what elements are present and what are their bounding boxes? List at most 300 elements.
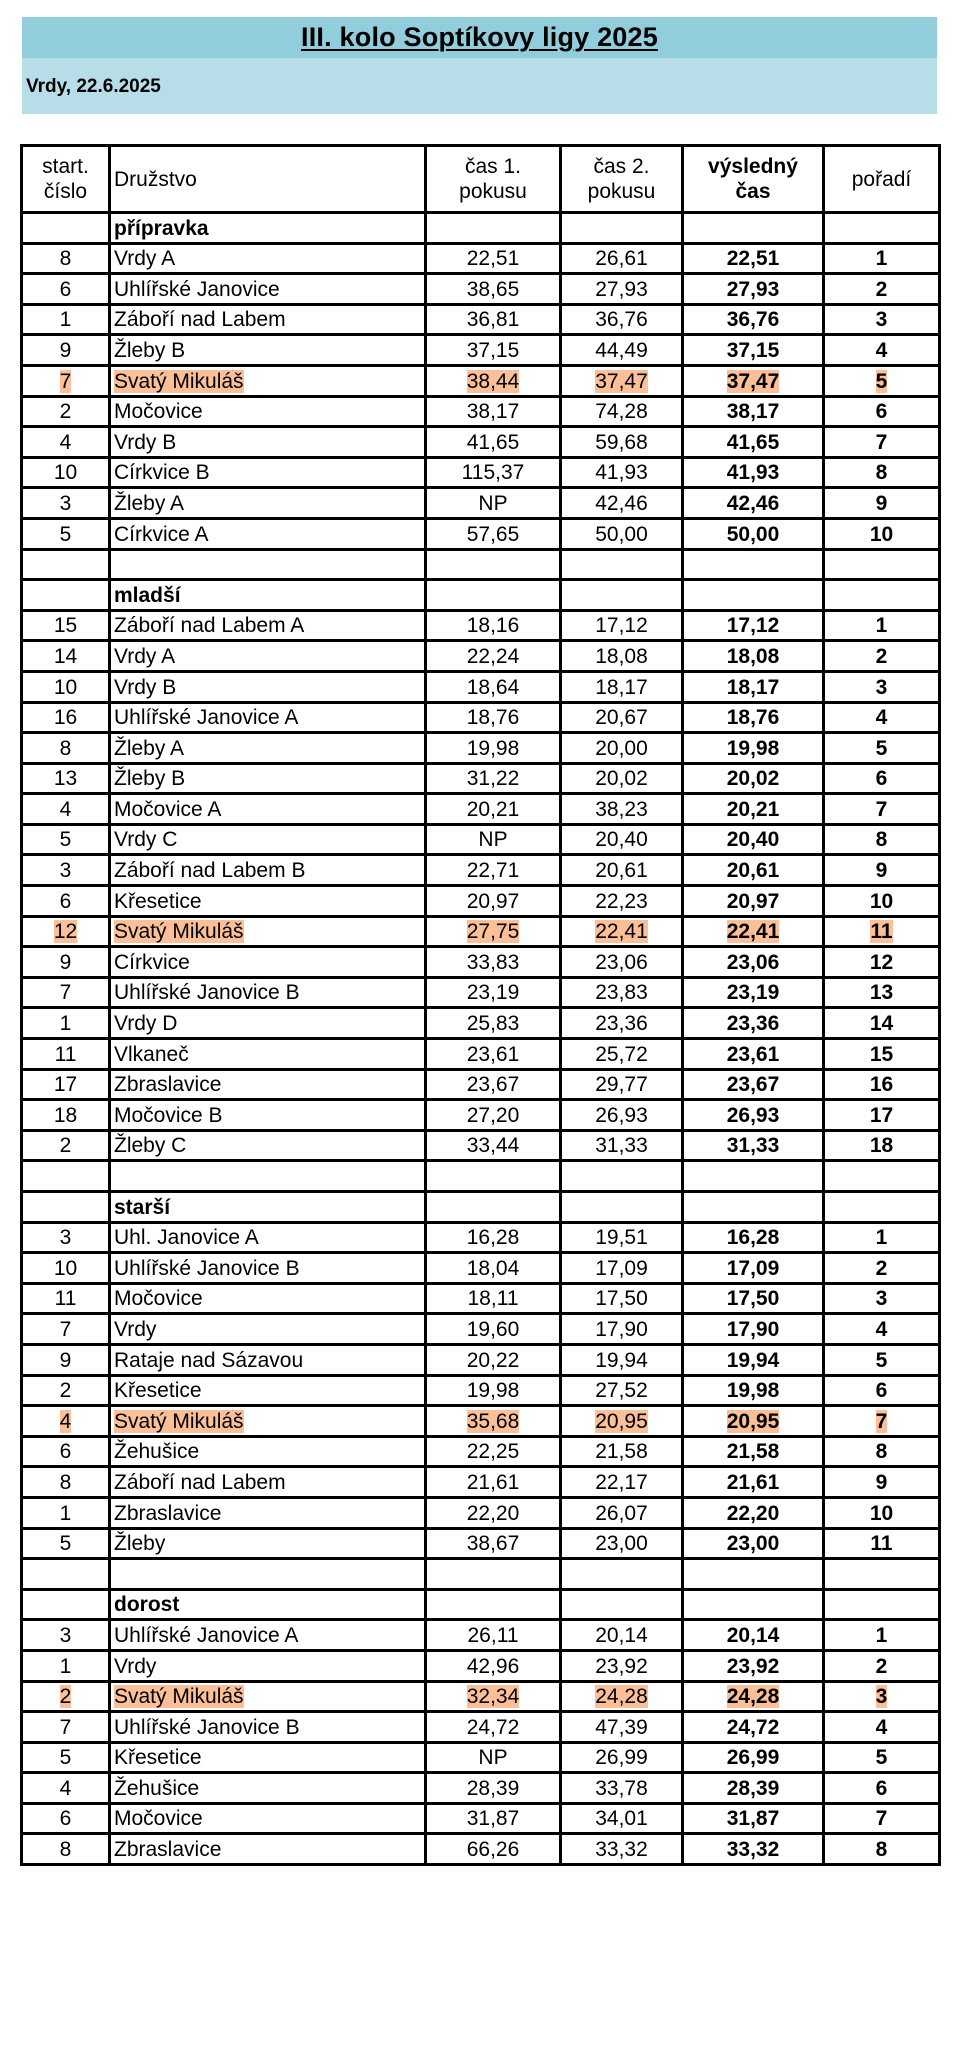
attempt-1-cell bbox=[426, 794, 561, 825]
team-name-cell bbox=[110, 1406, 426, 1437]
attempt-2-cell bbox=[561, 702, 683, 733]
rank-value: 6 bbox=[875, 400, 888, 424]
attempt-2-cell bbox=[561, 1283, 683, 1314]
attempt-1-cell bbox=[426, 1834, 561, 1865]
attempt-1-value: 22,25 bbox=[466, 1440, 520, 1464]
empty-cell bbox=[824, 1559, 940, 1590]
table-row bbox=[22, 763, 940, 794]
team-name-cell bbox=[110, 702, 426, 733]
rank-value: 6 bbox=[875, 1379, 888, 1403]
rank-value: 15 bbox=[869, 1042, 894, 1066]
start-number-cell bbox=[22, 1039, 110, 1070]
empty-cell bbox=[824, 549, 940, 580]
attempt-2-value: 26,07 bbox=[595, 1501, 648, 1525]
start-number-value: 15 bbox=[53, 614, 78, 638]
start-number-cell bbox=[22, 1681, 110, 1712]
attempt-1-value: 38,67 bbox=[466, 1532, 520, 1556]
final-time-value: 23,67 bbox=[726, 1073, 780, 1097]
attempt-1-cell bbox=[426, 1681, 561, 1712]
empty-cell bbox=[22, 213, 110, 244]
rank-cell bbox=[824, 1406, 940, 1437]
attempt-2-cell bbox=[561, 488, 683, 519]
empty-cell bbox=[561, 1161, 683, 1192]
final-time-value: 18,17 bbox=[726, 675, 780, 699]
empty-cell bbox=[426, 549, 561, 580]
final-time-cell bbox=[683, 1650, 824, 1681]
attempt-1-cell bbox=[426, 1742, 561, 1773]
empty-cell bbox=[561, 1559, 683, 1590]
final-time-value: 21,61 bbox=[726, 1470, 780, 1494]
empty-cell bbox=[426, 1161, 561, 1192]
final-time-value: 42,46 bbox=[726, 491, 780, 515]
attempt-2-value: 23,00 bbox=[595, 1532, 648, 1556]
rank-cell bbox=[824, 1436, 940, 1467]
attempt-1-value: 41,65 bbox=[466, 430, 520, 454]
final-time-value: 41,65 bbox=[726, 430, 780, 454]
team-name-cell bbox=[110, 916, 426, 947]
section-header-row bbox=[22, 1192, 940, 1223]
attempt-1-cell bbox=[426, 1222, 561, 1253]
attempt-1-value: 57,65 bbox=[466, 522, 520, 546]
rank-value: 8 bbox=[875, 1440, 888, 1464]
team-name-cell bbox=[110, 274, 426, 305]
final-time-cell bbox=[683, 1467, 824, 1498]
attempt-1-cell bbox=[426, 304, 561, 335]
team-name-cell bbox=[110, 243, 426, 274]
final-time-value: 24,72 bbox=[726, 1715, 780, 1739]
attempt-1-cell bbox=[426, 396, 561, 427]
attempt-2-value: 22,17 bbox=[595, 1470, 648, 1494]
team-name-cell bbox=[110, 427, 426, 458]
final-time-cell bbox=[683, 1803, 824, 1834]
attempt-2-cell bbox=[561, 1834, 683, 1865]
attempt-1-value: 16,28 bbox=[466, 1226, 520, 1250]
final-time-value: 17,12 bbox=[726, 614, 780, 638]
rank-value: 8 bbox=[875, 461, 888, 485]
attempt-2-value: 34,01 bbox=[595, 1807, 648, 1831]
table-row bbox=[22, 824, 940, 855]
attempt-2-value: 26,93 bbox=[595, 1103, 648, 1127]
attempt-1-cell bbox=[426, 1773, 561, 1804]
team-name-value: Uhlířské Janovice bbox=[114, 277, 280, 301]
table-row bbox=[22, 733, 940, 764]
team-name-value: Vrdy B bbox=[114, 430, 177, 454]
attempt-2-cell bbox=[561, 610, 683, 641]
attempt-2-value: 38,23 bbox=[595, 797, 648, 821]
final-time-value: 16,28 bbox=[726, 1226, 780, 1250]
column-header-text: čas bbox=[735, 180, 771, 203]
empty-cell bbox=[22, 1192, 110, 1223]
attempt-1-cell bbox=[426, 1069, 561, 1100]
final-time-cell bbox=[683, 733, 824, 764]
attempt-1-value: 18,11 bbox=[467, 1287, 519, 1311]
column-header-text: výsledný bbox=[708, 155, 798, 178]
attempt-2-value: 20,67 bbox=[595, 706, 648, 730]
team-name-value: Uhlířské Janovice A bbox=[114, 1623, 299, 1647]
attempt-1-value: 24,72 bbox=[466, 1715, 520, 1739]
rank-cell bbox=[824, 1130, 940, 1161]
team-name-cell bbox=[110, 365, 426, 396]
rank-cell bbox=[824, 855, 940, 886]
start-number-cell bbox=[22, 1712, 110, 1743]
team-name-cell bbox=[110, 1497, 426, 1528]
results-body bbox=[22, 213, 940, 1865]
empty-cell bbox=[110, 549, 426, 580]
attempt-1-value: 18,16 bbox=[466, 614, 520, 638]
final-time-value: 23,36 bbox=[726, 1012, 780, 1036]
final-time-cell bbox=[683, 427, 824, 458]
attempt-2-cell bbox=[561, 824, 683, 855]
section-header-row bbox=[22, 1589, 940, 1620]
start-number-value: 18 bbox=[53, 1103, 78, 1127]
team-name-cell bbox=[110, 1100, 426, 1131]
final-time-cell bbox=[683, 1742, 824, 1773]
attempt-1-value: 35,68 bbox=[466, 1409, 520, 1433]
start-number-value: 6 bbox=[59, 1440, 72, 1464]
attempt-1-cell bbox=[426, 1253, 561, 1284]
attempt-2-cell bbox=[561, 733, 683, 764]
start-number-cell bbox=[22, 1742, 110, 1773]
attempt-2-cell bbox=[561, 274, 683, 305]
final-time-cell bbox=[683, 947, 824, 978]
section-title: mladší bbox=[110, 580, 426, 611]
rank-value: 17 bbox=[869, 1103, 894, 1127]
start-number-cell bbox=[22, 1253, 110, 1284]
attempt-2-value: 17,09 bbox=[595, 1256, 648, 1280]
team-name-value: Vrdy bbox=[114, 1317, 157, 1341]
attempt-1-cell bbox=[426, 947, 561, 978]
final-time-value: 22,51 bbox=[726, 247, 780, 271]
team-name-value: Záboří nad Labem B bbox=[114, 859, 306, 883]
start-number-cell bbox=[22, 1222, 110, 1253]
attempt-2-cell bbox=[561, 1773, 683, 1804]
rank-cell bbox=[824, 396, 940, 427]
attempt-2-value: 24,28 bbox=[595, 1685, 648, 1709]
start-number-value: 11 bbox=[54, 1042, 77, 1066]
team-name-value: Močovice bbox=[114, 1287, 203, 1311]
empty-cell bbox=[561, 580, 683, 611]
attempt-1-value: 38,17 bbox=[466, 400, 520, 424]
final-time-value: 20,97 bbox=[726, 889, 780, 913]
rank-cell bbox=[824, 335, 940, 366]
table-row bbox=[22, 243, 940, 274]
rank-value: 10 bbox=[869, 889, 894, 913]
attempt-2-value: 26,99 bbox=[595, 1746, 648, 1770]
team-name-cell bbox=[110, 488, 426, 519]
spacer-row bbox=[22, 1559, 940, 1590]
team-name-value: Záboří nad Labem bbox=[114, 308, 286, 332]
final-time-cell bbox=[683, 1620, 824, 1651]
section-header-row bbox=[22, 580, 940, 611]
attempt-2-value: 50,00 bbox=[595, 522, 648, 546]
table-row bbox=[22, 1742, 940, 1773]
final-time-value: 33,32 bbox=[726, 1838, 780, 1862]
attempt-1-value: 38,65 bbox=[466, 277, 520, 301]
start-number-value: 7 bbox=[59, 981, 72, 1005]
rank-cell bbox=[824, 886, 940, 917]
attempt-2-cell bbox=[561, 1375, 683, 1406]
final-time-cell bbox=[683, 1253, 824, 1284]
empty-cell bbox=[824, 1192, 940, 1223]
team-name-cell bbox=[110, 1834, 426, 1865]
title-band bbox=[22, 17, 937, 58]
page-title: III. kolo Soptíkovy ligy 2025 bbox=[301, 22, 658, 52]
empty-cell bbox=[426, 1589, 561, 1620]
team-name-cell bbox=[110, 1620, 426, 1651]
start-number-value: 11 bbox=[54, 1287, 77, 1311]
start-number-cell bbox=[22, 1528, 110, 1559]
team-name-value: Vrdy C bbox=[114, 828, 178, 852]
team-name-cell bbox=[110, 1008, 426, 1039]
start-number-cell bbox=[22, 763, 110, 794]
rank-value: 1 bbox=[875, 1226, 888, 1250]
rank-value: 6 bbox=[875, 767, 888, 791]
final-time-cell bbox=[683, 1375, 824, 1406]
team-name-cell bbox=[110, 763, 426, 794]
empty-cell bbox=[561, 549, 683, 580]
attempt-1-cell bbox=[426, 610, 561, 641]
attempt-1-value: 33,44 bbox=[466, 1134, 520, 1158]
final-time-cell bbox=[683, 886, 824, 917]
empty-cell bbox=[22, 1161, 110, 1192]
rank-cell bbox=[824, 1069, 940, 1100]
table-row bbox=[22, 396, 940, 427]
team-name-cell bbox=[110, 335, 426, 366]
team-name-value: Svatý Mikuláš bbox=[114, 369, 244, 393]
rank-cell bbox=[824, 916, 940, 947]
start-number-value: 9 bbox=[59, 338, 72, 362]
final-time-value: 23,00 bbox=[726, 1532, 780, 1556]
final-time-cell bbox=[683, 1436, 824, 1467]
attempt-2-cell bbox=[561, 1803, 683, 1834]
team-name-cell bbox=[110, 977, 426, 1008]
start-number-value: 2 bbox=[59, 1379, 72, 1403]
attempt-1-cell bbox=[426, 274, 561, 305]
rank-cell bbox=[824, 1283, 940, 1314]
rank-cell bbox=[824, 947, 940, 978]
attempt-2-value: 25,72 bbox=[595, 1042, 648, 1066]
attempt-2-value: 59,68 bbox=[595, 430, 648, 454]
attempt-2-value: 41,93 bbox=[595, 461, 648, 485]
final-time-value: 37,15 bbox=[726, 338, 780, 362]
start-number-value: 2 bbox=[59, 400, 72, 424]
start-number-value: 7 bbox=[59, 369, 72, 393]
team-name-value: Žleby C bbox=[114, 1134, 187, 1158]
attempt-2-value: 23,06 bbox=[595, 950, 648, 974]
table-row bbox=[22, 1712, 940, 1743]
start-number-value: 2 bbox=[59, 1685, 72, 1709]
start-number-value: 8 bbox=[59, 736, 72, 760]
table-row bbox=[22, 457, 940, 488]
team-name-cell bbox=[110, 1742, 426, 1773]
team-name-value: Žleby B bbox=[114, 767, 186, 791]
final-time-value: 31,87 bbox=[726, 1807, 780, 1831]
team-name-value: Církvice bbox=[114, 950, 190, 974]
final-time-value: 20,61 bbox=[726, 859, 780, 883]
attempt-2-value: 17,50 bbox=[595, 1287, 648, 1311]
team-name-cell bbox=[110, 1528, 426, 1559]
rank-cell bbox=[824, 1497, 940, 1528]
attempt-2-cell bbox=[561, 1650, 683, 1681]
attempt-2-value: 44,49 bbox=[595, 338, 648, 362]
rank-cell bbox=[824, 1467, 940, 1498]
table-row bbox=[22, 641, 940, 672]
start-number-cell bbox=[22, 457, 110, 488]
final-time-value: 20,95 bbox=[726, 1409, 780, 1433]
attempt-1-cell bbox=[426, 702, 561, 733]
final-time-cell bbox=[683, 1712, 824, 1743]
rank-value: 5 bbox=[875, 1746, 888, 1770]
attempt-1-cell bbox=[426, 1467, 561, 1498]
team-name-cell bbox=[110, 518, 426, 549]
final-time-value: 22,41 bbox=[726, 920, 780, 944]
empty-cell bbox=[426, 1192, 561, 1223]
final-time-cell bbox=[683, 488, 824, 519]
start-number-value: 8 bbox=[59, 247, 72, 271]
attempt-2-cell bbox=[561, 1314, 683, 1345]
table-row bbox=[22, 304, 940, 335]
table-row bbox=[22, 1528, 940, 1559]
section-title: dorost bbox=[110, 1589, 426, 1620]
attempt-1-value: 19,98 bbox=[466, 1379, 520, 1403]
final-time-value: 26,93 bbox=[726, 1103, 780, 1127]
start-number-cell bbox=[22, 304, 110, 335]
start-number-cell bbox=[22, 671, 110, 702]
team-name-value: Záboří nad Labem bbox=[114, 1470, 286, 1494]
team-name-value: Uhlířské Janovice B bbox=[114, 981, 300, 1005]
final-time-cell bbox=[683, 855, 824, 886]
start-number-cell bbox=[22, 365, 110, 396]
final-time-value: 19,94 bbox=[726, 1348, 780, 1372]
attempt-2-cell bbox=[561, 1497, 683, 1528]
attempt-2-value: 17,90 bbox=[595, 1317, 648, 1341]
start-number-value: 10 bbox=[53, 1256, 78, 1280]
rank-cell bbox=[824, 1100, 940, 1131]
rank-value: 12 bbox=[869, 950, 894, 974]
attempt-1-value: 28,39 bbox=[466, 1776, 520, 1800]
table-row bbox=[22, 1620, 940, 1651]
attempt-2-value: 20,61 bbox=[595, 859, 648, 883]
attempt-1-value: 25,83 bbox=[466, 1012, 520, 1036]
attempt-1-value: 19,98 bbox=[466, 736, 520, 760]
start-number-cell bbox=[22, 610, 110, 641]
rank-value: 7 bbox=[875, 797, 888, 821]
start-number-value: 6 bbox=[59, 889, 72, 913]
final-time-cell bbox=[683, 1069, 824, 1100]
final-time-value: 18,08 bbox=[726, 644, 780, 668]
attempt-1-value: 20,22 bbox=[466, 1348, 520, 1372]
attempt-2-value: 47,39 bbox=[595, 1715, 648, 1739]
final-time-value: 26,99 bbox=[726, 1746, 780, 1770]
table-row bbox=[22, 855, 940, 886]
attempt-2-cell bbox=[561, 1100, 683, 1131]
rank-value: 13 bbox=[869, 981, 894, 1005]
rank-cell bbox=[824, 1773, 940, 1804]
rank-cell bbox=[824, 488, 940, 519]
attempt-1-value: 20,97 bbox=[466, 889, 520, 913]
team-name-cell bbox=[110, 641, 426, 672]
attempt-1-cell bbox=[426, 365, 561, 396]
start-number-cell bbox=[22, 243, 110, 274]
table-row bbox=[22, 1803, 940, 1834]
final-time-cell bbox=[683, 304, 824, 335]
final-time-value: 23,06 bbox=[726, 950, 780, 974]
rank-cell bbox=[824, 1803, 940, 1834]
final-time-cell bbox=[683, 977, 824, 1008]
attempt-2-cell bbox=[561, 1436, 683, 1467]
attempt-1-value: NP bbox=[478, 1746, 508, 1770]
team-name-cell bbox=[110, 855, 426, 886]
empty-cell bbox=[22, 580, 110, 611]
team-name-value: Uhlířské Janovice B bbox=[114, 1715, 300, 1739]
final-time-value: 27,93 bbox=[726, 277, 780, 301]
table-row bbox=[22, 1222, 940, 1253]
rank-cell bbox=[824, 1620, 940, 1651]
start-number-cell bbox=[22, 488, 110, 519]
rank-value: 2 bbox=[875, 644, 888, 668]
final-time-cell bbox=[683, 1130, 824, 1161]
final-time-cell bbox=[683, 396, 824, 427]
rank-cell bbox=[824, 1712, 940, 1743]
attempt-2-cell bbox=[561, 1528, 683, 1559]
team-name-value: Církvice B bbox=[114, 461, 210, 485]
empty-cell bbox=[824, 213, 940, 244]
attempt-2-cell bbox=[561, 304, 683, 335]
attempt-2-value: 42,46 bbox=[595, 491, 648, 515]
table-row bbox=[22, 488, 940, 519]
team-name-cell bbox=[110, 886, 426, 917]
final-time-value: 19,98 bbox=[726, 736, 780, 760]
final-time-cell bbox=[683, 1100, 824, 1131]
attempt-2-value: 23,83 bbox=[595, 981, 648, 1005]
section-title: přípravka bbox=[110, 213, 426, 244]
start-number-cell bbox=[22, 1100, 110, 1131]
final-time-cell bbox=[683, 335, 824, 366]
rank-cell bbox=[824, 641, 940, 672]
rank-cell bbox=[824, 702, 940, 733]
attempt-1-value: 27,20 bbox=[466, 1103, 520, 1127]
attempt-2-cell bbox=[561, 855, 683, 886]
team-name-value: Zbraslavice bbox=[114, 1073, 222, 1097]
rank-value: 11 bbox=[870, 920, 893, 944]
rank-value: 8 bbox=[875, 828, 888, 852]
column-header-text: pokusu bbox=[587, 180, 656, 203]
start-number-value: 9 bbox=[59, 1348, 72, 1372]
column-header-rank: pořadí bbox=[824, 146, 940, 213]
spacer-row bbox=[22, 1161, 940, 1192]
attempt-1-value: NP bbox=[478, 828, 508, 852]
team-name-value: Svatý Mikuláš bbox=[114, 1685, 244, 1709]
attempt-1-cell bbox=[426, 1039, 561, 1070]
table-row bbox=[22, 1008, 940, 1039]
attempt-2-value: 27,93 bbox=[595, 277, 648, 301]
attempt-1-cell bbox=[426, 335, 561, 366]
column-header-attempt-1 bbox=[426, 146, 561, 213]
rank-value: 4 bbox=[875, 706, 888, 730]
final-time-value: 24,28 bbox=[726, 1685, 780, 1709]
final-time-value: 18,76 bbox=[726, 706, 780, 730]
attempt-1-cell bbox=[426, 824, 561, 855]
rank-cell bbox=[824, 1742, 940, 1773]
table-row bbox=[22, 1253, 940, 1284]
attempt-1-value: 22,20 bbox=[466, 1501, 520, 1525]
event-location-date: Vrdy, 22.6.2025 bbox=[26, 76, 161, 97]
table-row bbox=[22, 794, 940, 825]
attempt-1-cell bbox=[426, 1803, 561, 1834]
attempt-2-cell bbox=[561, 396, 683, 427]
attempt-1-value: 23,67 bbox=[466, 1073, 520, 1097]
start-number-cell bbox=[22, 1467, 110, 1498]
